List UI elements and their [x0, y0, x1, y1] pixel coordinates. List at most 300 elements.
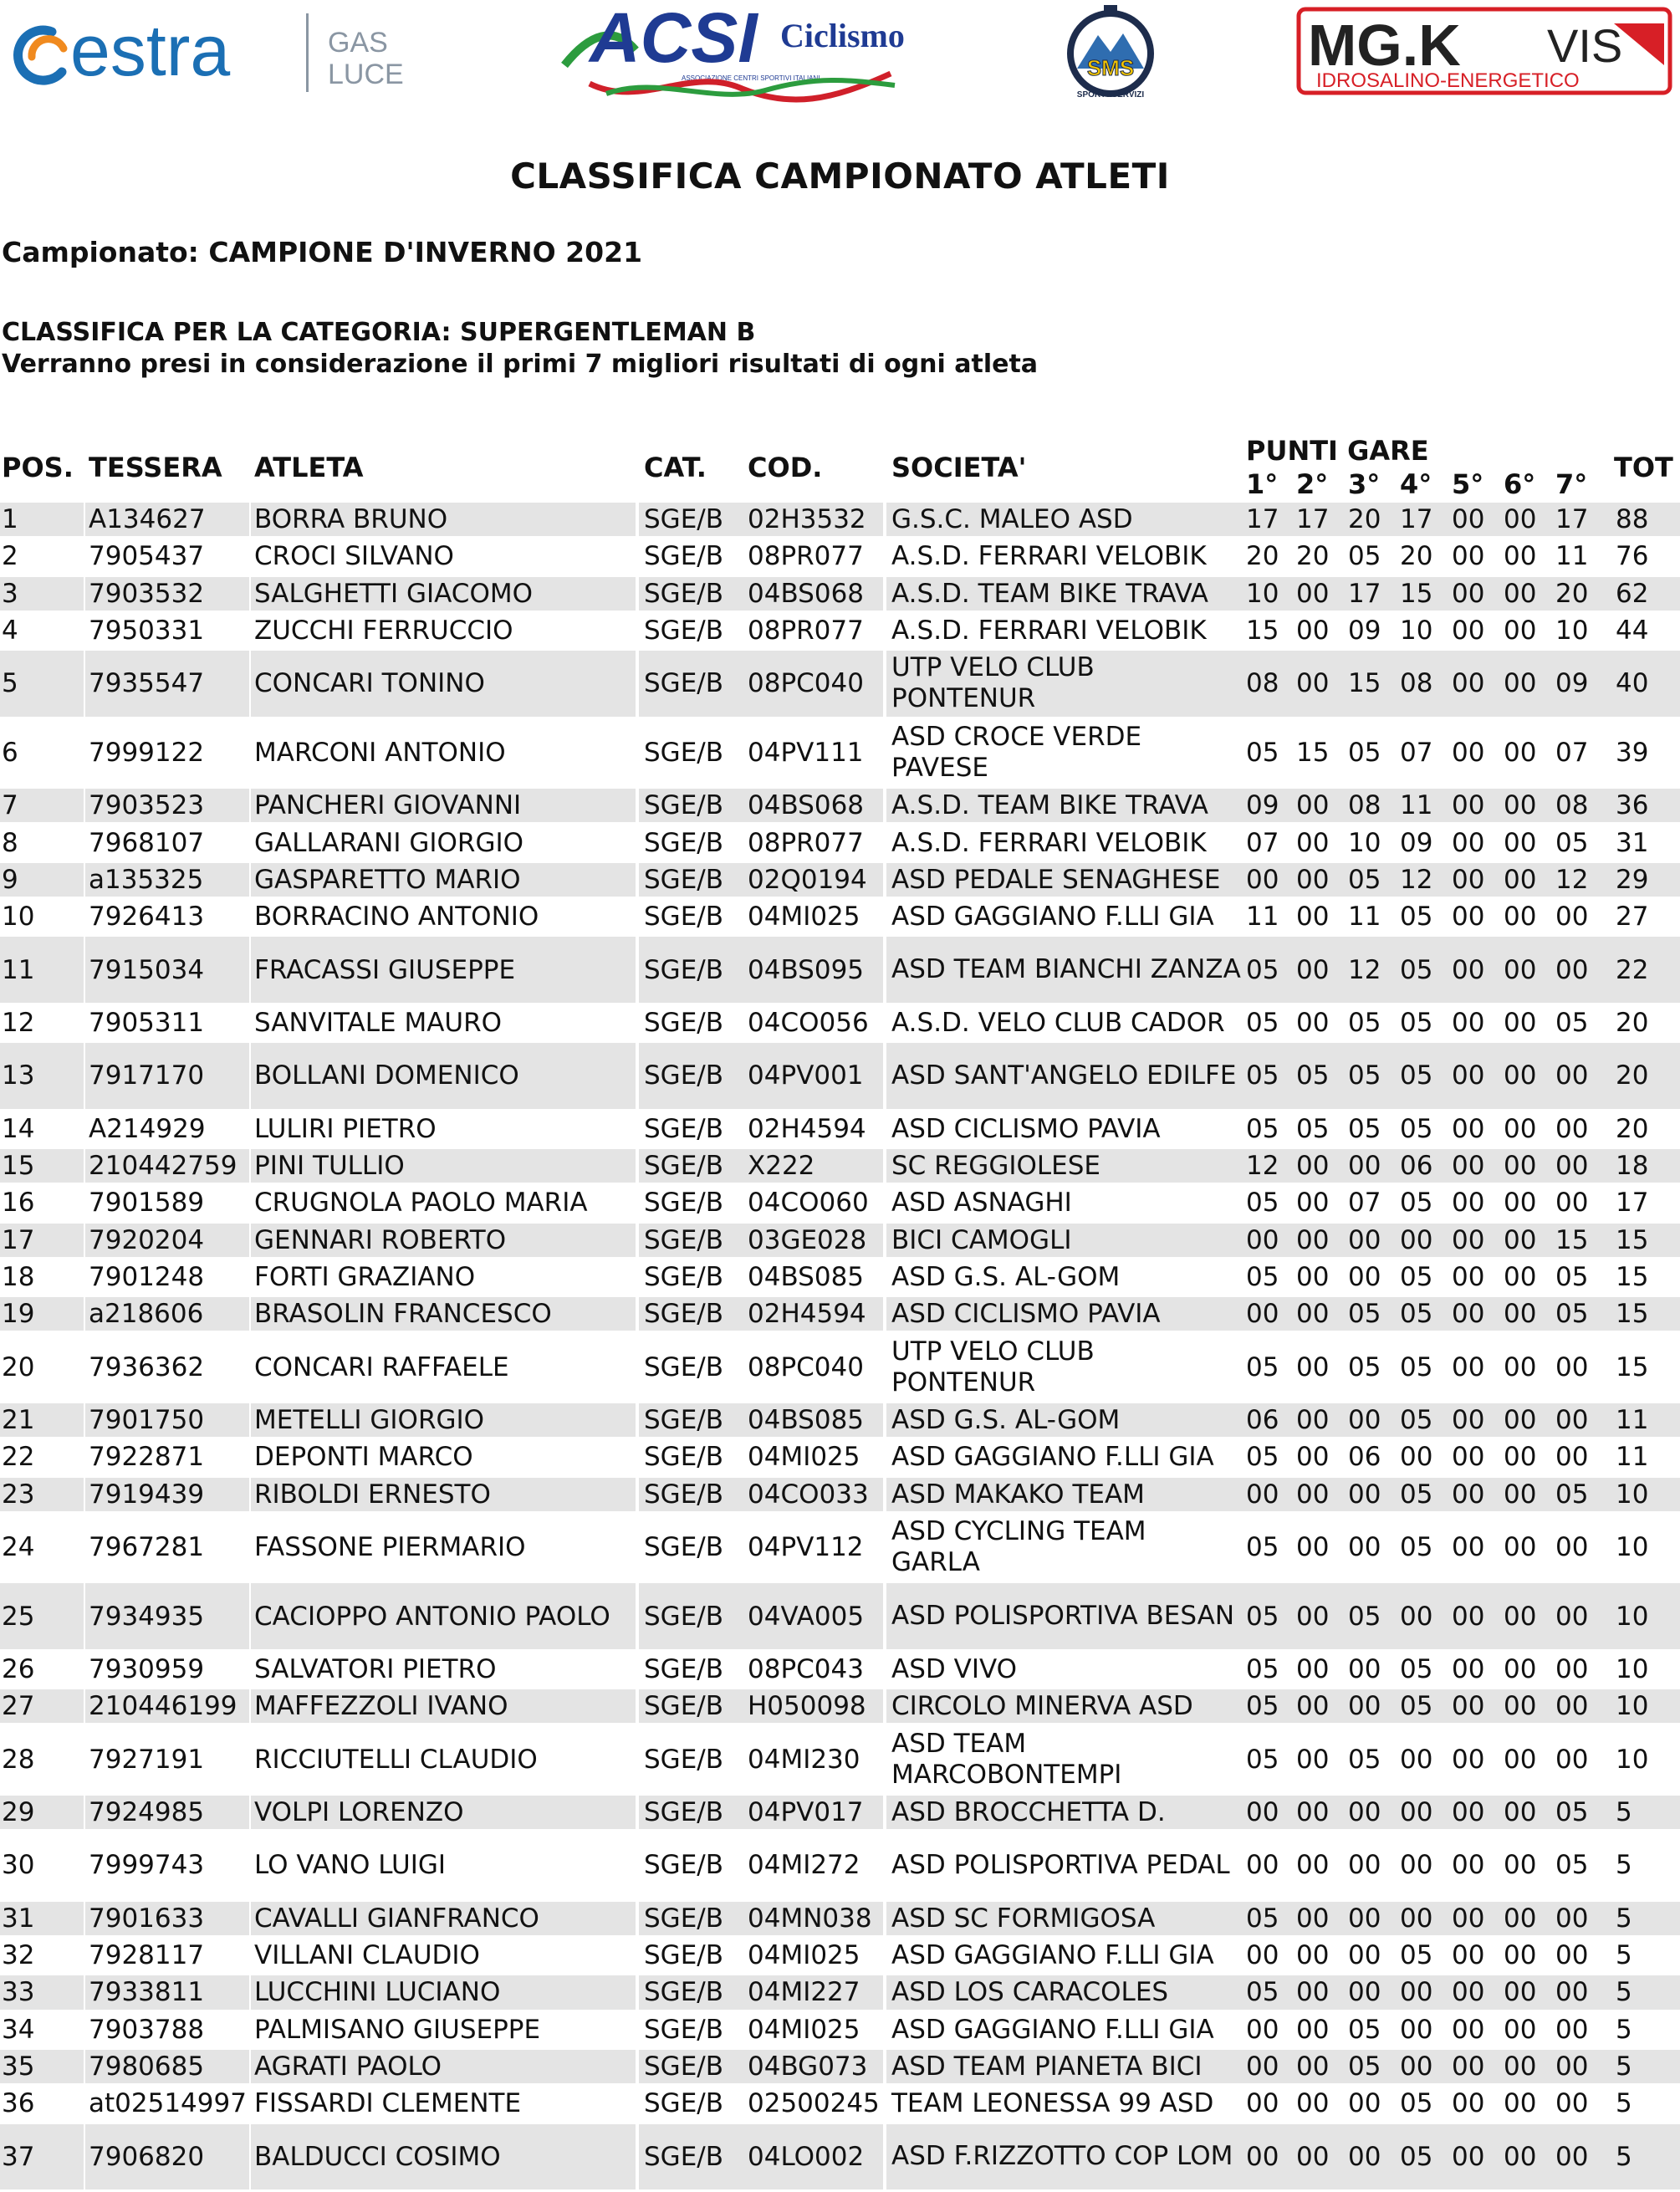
cell-cod: 04MI230 [748, 1744, 860, 1775]
cell-tot: 39 [1616, 737, 1649, 768]
cell-race-points [1243, 863, 1611, 897]
cell-tot: 44 [1616, 616, 1649, 646]
cell-cod: 02H4594 [744, 1297, 883, 1331]
cell-race-points [1243, 2013, 1611, 2046]
race-1-points: 00 [1246, 864, 1279, 895]
race-2-points: 05 [1296, 1113, 1330, 1144]
cell-tot: 5 [1611, 1902, 1680, 1935]
cell-societa: ASD VIVO [891, 1653, 1018, 1684]
race-2-points: 00 [1296, 668, 1330, 699]
race-7-points: 11 [1555, 541, 1589, 572]
race-2-points: 00 [1296, 1442, 1330, 1473]
race-6-points: 00 [1504, 1060, 1537, 1091]
race-1-points: 05 [1246, 1653, 1279, 1684]
race-3-points: 00 [1348, 2088, 1381, 2119]
race-4-points: 05 [1400, 902, 1433, 932]
cell-race-points [1243, 1583, 1611, 1649]
race-4-points: 00 [1400, 1442, 1433, 1473]
race-1-points: 08 [1246, 668, 1279, 699]
cell-cat: SGE/B [644, 1351, 723, 1382]
cell-cat: SGE/B [644, 616, 723, 646]
cell-cat: SGE/B [639, 1689, 744, 1723]
cell-societa: ASD G.S. AL-GOM [891, 1262, 1121, 1292]
cell-race-points [1243, 1043, 1611, 1109]
race-3-points: 17 [1348, 578, 1381, 609]
svg-text:SMS: SMS [1086, 55, 1135, 80]
cell-tot: 27 [1616, 902, 1649, 932]
cell-atleta: FASSONE PIERMARIO [254, 1532, 526, 1563]
table-row [0, 1260, 1680, 1296]
race-3-points: 08 [1348, 790, 1381, 821]
estra-logo [12, 8, 421, 100]
race-5-points: 00 [1452, 1060, 1485, 1091]
race-7-points: 00 [1555, 1442, 1589, 1473]
cell-tessera: 7999122 [89, 737, 205, 768]
header-race-1: 1° [1246, 468, 1279, 500]
race-5-points: 00 [1452, 790, 1485, 821]
race-5-points: 00 [1452, 1008, 1485, 1039]
race-4-points: 05 [1400, 1188, 1433, 1219]
race-3-points: 00 [1348, 1653, 1381, 1684]
race-4-points: 05 [1400, 1479, 1433, 1510]
race-6-points: 00 [1504, 737, 1537, 768]
race-7-points: 15 [1555, 1224, 1589, 1255]
race-1-points: 00 [1246, 1797, 1279, 1828]
race-3-points: 05 [1348, 1299, 1381, 1330]
cell-tot: 40 [1611, 651, 1680, 717]
cell-societa: ASD GAGGIANO F.LLI GIA [891, 1442, 1214, 1473]
cell-race-points [1243, 1478, 1611, 1511]
table-row [0, 899, 1680, 936]
cell-atleta: SALGHETTI GIACOMO [251, 577, 636, 611]
race-6-points: 00 [1504, 541, 1537, 572]
cell-pos: 24 [2, 1532, 35, 1563]
cell-cod: 04BS085 [744, 1403, 883, 1437]
cell-cat: SGE/B [644, 1442, 723, 1473]
cell-cod: 04LO002 [744, 2124, 883, 2190]
race-4-points: 06 [1400, 1151, 1433, 1182]
table-row [0, 719, 1680, 789]
race-4-points: 05 [1400, 1060, 1433, 1091]
cell-tessera: 210442759 [85, 1149, 249, 1183]
race-2-points: 00 [1296, 1977, 1330, 2008]
cell-cat: SGE/B [639, 1796, 744, 1829]
cell-atleta: GASPARETTO MARIO [251, 863, 636, 897]
race-5-points: 00 [1452, 827, 1485, 858]
cell-tessera: 7926413 [89, 902, 205, 932]
cell-race-points [1243, 1403, 1611, 1437]
race-4-points: 05 [1400, 1940, 1433, 1971]
cell-tot: 20 [1611, 1043, 1680, 1109]
race-5-points: 00 [1452, 1224, 1485, 1255]
cell-tot: 11 [1616, 1442, 1649, 1473]
cell-cat: SGE/B [639, 789, 744, 822]
cell-atleta: CROCI SILVANO [254, 541, 454, 572]
race-4-points: 00 [1400, 1903, 1433, 1934]
cell-tessera: 7922871 [89, 1442, 205, 1473]
race-7-points: 00 [1555, 1940, 1589, 1971]
svg-text:GAS: GAS [328, 27, 388, 59]
table-row [0, 1042, 1680, 1111]
cell-pos: 28 [2, 1744, 35, 1775]
cell-societa: A.S.D. FERRARI VELOBIK [891, 827, 1207, 858]
table-row [0, 1975, 1680, 2011]
race-2-points: 00 [1296, 1262, 1330, 1292]
cell-race-points [1243, 1515, 1611, 1581]
header-societa: SOCIETA' [891, 452, 1027, 483]
category-heading: CLASSIFICA PER LA CATEGORIA: SUPERGENTLEMAN B [2, 318, 756, 347]
race-4-points: 00 [1400, 1797, 1433, 1828]
ranking-table-body [0, 502, 1680, 2192]
race-3-points: 06 [1348, 1442, 1381, 1473]
cell-atleta: GENNARI ROBERTO [251, 1224, 636, 1257]
cell-tessera: at02514997 [89, 2088, 247, 2119]
race-7-points: 00 [1555, 1351, 1589, 1382]
race-3-points: 00 [1348, 1151, 1381, 1182]
cell-cat: SGE/B [644, 1653, 723, 1684]
header-tessera: TESSERA [89, 452, 222, 483]
cell-cod: 04VA005 [744, 1583, 883, 1649]
cell-tessera: 7980685 [85, 2050, 249, 2083]
cell-tot: 5 [1616, 1940, 1632, 1971]
cell-tessera: 7934935 [85, 1583, 249, 1649]
cell-atleta: RICCIUTELLI CLAUDIO [254, 1744, 538, 1775]
race-6-points: 00 [1504, 1691, 1537, 1722]
cell-societa: G.S.C. MALEO ASD [886, 503, 1243, 536]
race-2-points: 00 [1296, 578, 1330, 609]
cell-pos: 26 [2, 1653, 35, 1684]
race-3-points: 00 [1348, 1691, 1381, 1722]
race-3-points: 11 [1348, 902, 1381, 932]
cell-race-points [1243, 503, 1611, 536]
cell-cod: 04MI025 [748, 2014, 860, 2045]
cell-cat: SGE/B [644, 827, 723, 858]
cell-cat: SGE/B [644, 1113, 723, 1144]
race-1-points: 00 [1246, 1299, 1279, 1330]
race-5-points: 00 [1452, 1351, 1485, 1382]
cell-race-points [1243, 1260, 1611, 1294]
race-3-points: 00 [1348, 1479, 1381, 1510]
cell-tot: 15 [1616, 1351, 1649, 1382]
cell-tessera: 7920204 [85, 1224, 249, 1257]
table-row [0, 1111, 1680, 1148]
race-1-points: 12 [1246, 1151, 1279, 1182]
cell-atleta: CRUGNOLA PAOLO MARIA [254, 1188, 588, 1219]
cell-societa: ASD F.RIZZOTTO COP LOM [886, 2124, 1243, 2190]
cell-tessera: 7903788 [89, 2014, 205, 2045]
cell-atleta: CONCARI TONINO [251, 651, 636, 717]
race-4-points: 00 [1400, 1224, 1433, 1255]
race-5-points: 00 [1452, 1653, 1485, 1684]
race-6-points: 00 [1504, 902, 1537, 932]
cell-tessera: 7950331 [89, 616, 205, 646]
cell-race-points [1243, 1975, 1611, 2009]
cell-cat: SGE/B [639, 651, 744, 717]
cell-tessera: 7901633 [85, 1902, 249, 1935]
cell-societa: ASD GAGGIANO F.LLI GIA [891, 1940, 1214, 1971]
race-4-points: 05 [1400, 1299, 1433, 1330]
cell-societa: SC REGGIOLESE [886, 1149, 1243, 1183]
cell-cod: 08PC040 [748, 1351, 864, 1382]
race-2-points: 00 [1296, 1532, 1330, 1563]
acsi-logo [556, 0, 907, 105]
race-1-points: 00 [1246, 1850, 1279, 1881]
race-6-points: 00 [1504, 1151, 1537, 1182]
cell-tessera: A134627 [85, 503, 249, 536]
cell-societa: ASD BROCCHETTA D. [886, 1796, 1243, 1829]
race-4-points: 15 [1400, 578, 1433, 609]
cell-pos: 4 [2, 616, 18, 646]
race-5-points: 00 [1452, 1850, 1485, 1881]
race-1-points: 00 [1246, 1940, 1279, 1971]
cell-pos: 1 [0, 503, 84, 536]
cell-tessera: 7905311 [89, 1008, 205, 1039]
cell-race-points [1243, 1832, 1611, 1898]
cell-cod: 04MI272 [748, 1850, 860, 1881]
cell-tot: 76 [1616, 541, 1649, 572]
race-1-points: 09 [1246, 790, 1279, 821]
cell-tessera: a218606 [85, 1297, 249, 1331]
race-6-points: 00 [1504, 1299, 1537, 1330]
cell-tessera: 7901750 [85, 1403, 249, 1437]
cell-societa: ASD CICLISMO PAVIA [886, 1297, 1243, 1331]
cell-cat: SGE/B [644, 1850, 723, 1881]
race-6-points: 00 [1504, 1850, 1537, 1881]
cell-cat: SGE/B [639, 503, 744, 536]
cell-societa: A.S.D. TEAM BIKE TRAVA [886, 577, 1243, 611]
race-5-points: 00 [1452, 1188, 1485, 1219]
cell-atleta: SALVATORI PIETRO [254, 1653, 497, 1684]
cell-atleta: BOLLANI DOMENICO [251, 1043, 636, 1109]
cell-atleta: ZUCCHI FERRUCCIO [254, 616, 513, 646]
cell-cod: 04MI227 [744, 1975, 883, 2009]
cell-atleta: MAFFEZZOLI IVANO [251, 1689, 636, 1723]
cell-cat: SGE/B [644, 1188, 723, 1219]
race-5-points: 00 [1452, 1977, 1485, 2008]
race-3-points: 00 [1348, 1224, 1381, 1255]
cell-pos: 36 [2, 2088, 35, 2119]
cell-societa: ASD POLISPORTIVA BESAN [886, 1583, 1243, 1649]
table-row [0, 1439, 1680, 1476]
race-1-points: 05 [1246, 1262, 1279, 1292]
race-1-points: 05 [1246, 954, 1279, 985]
cell-tot: 5 [1616, 2088, 1632, 2119]
race-6-points: 00 [1504, 1744, 1537, 1775]
table-row [0, 1582, 1680, 1652]
cell-tessera: 7999743 [89, 1850, 205, 1881]
cell-atleta: FRACASSI GIUSEPPE [251, 937, 636, 1003]
race-3-points: 05 [1348, 1060, 1381, 1091]
cell-societa: ASD MAKAKO TEAM [886, 1478, 1243, 1511]
race-1-points: 10 [1246, 578, 1279, 609]
cell-atleta: AGRATI PAOLO [251, 2050, 636, 2083]
race-3-points: 05 [1348, 737, 1381, 768]
cell-societa: ASD CYCLING TEAM GARLA [891, 1516, 1146, 1578]
cell-tessera: 7905437 [89, 541, 205, 572]
cell-cat: SGE/B [639, 1478, 744, 1511]
cell-cat: SGE/B [644, 2088, 723, 2119]
table-row [0, 1148, 1680, 1185]
race-4-points: 05 [1400, 1691, 1433, 1722]
race-6-points: 00 [1504, 1442, 1537, 1473]
svg-text:VIS: VIS [1547, 19, 1623, 72]
cell-cod: 04MI025 [748, 902, 860, 932]
cell-atleta: BORRA BRUNO [251, 503, 636, 536]
race-2-points: 00 [1296, 616, 1330, 646]
race-2-points: 00 [1296, 1601, 1330, 1632]
cell-tessera: 7968107 [89, 827, 205, 858]
table-row [0, 1403, 1680, 1439]
table-row [0, 1689, 1680, 1725]
cell-race-points [1243, 825, 1611, 859]
race-7-points: 12 [1555, 864, 1589, 895]
cell-tot: 15 [1611, 1297, 1680, 1331]
svg-text:LUCE: LUCE [328, 59, 404, 90]
cell-tot: 10 [1616, 1532, 1649, 1563]
cell-atleta: MARCONI ANTONIO [254, 737, 506, 768]
cell-pos: 15 [0, 1149, 84, 1183]
cell-pos: 31 [0, 1902, 84, 1935]
cell-cod: 02H3532 [744, 503, 883, 536]
cell-race-points [1243, 1902, 1611, 1935]
cell-cod: 08PR077 [748, 541, 864, 572]
race-4-points: 10 [1400, 616, 1433, 646]
cell-cat: SGE/B [639, 2050, 744, 2083]
cell-pos: 6 [2, 737, 18, 768]
race-5-points: 00 [1452, 1151, 1485, 1182]
race-4-points: 00 [1400, 1601, 1433, 1632]
cell-cod: 04MI025 [748, 1442, 860, 1473]
race-6-points: 00 [1504, 1601, 1537, 1632]
cell-atleta: RIBOLDI ERNESTO [251, 1478, 636, 1511]
race-7-points: 00 [1555, 1691, 1589, 1722]
cell-cod: 04MN038 [744, 1902, 883, 1935]
race-6-points: 00 [1504, 790, 1537, 821]
cell-cod: 04PV112 [748, 1532, 864, 1563]
race-1-points: 00 [1246, 1224, 1279, 1255]
cell-cod: 04BS068 [744, 789, 883, 822]
table-row [0, 539, 1680, 575]
table-row [0, 2049, 1680, 2086]
table-row [0, 2012, 1680, 2049]
header-punti-gare: PUNTI GARE [1246, 435, 1429, 467]
race-7-points: 05 [1555, 1797, 1589, 1828]
cell-cod: 04PV111 [748, 737, 864, 768]
cell-societa: ASD SC FORMIGOSA [886, 1902, 1243, 1935]
race-1-points: 05 [1246, 1601, 1279, 1632]
cell-pos: 3 [0, 577, 84, 611]
cell-pos: 25 [0, 1583, 84, 1649]
race-7-points: 00 [1555, 954, 1589, 985]
race-2-points: 00 [1296, 902, 1330, 932]
cell-pos: 33 [0, 1975, 84, 2009]
race-1-points: 05 [1246, 1691, 1279, 1722]
cell-tessera: 210446199 [85, 1689, 249, 1723]
race-2-points: 00 [1296, 1008, 1330, 1039]
race-5-points: 00 [1452, 737, 1485, 768]
cell-pos: 11 [0, 937, 84, 1003]
race-5-points: 00 [1452, 1744, 1485, 1775]
race-2-points: 00 [1296, 1940, 1330, 1971]
cell-tessera: 7903532 [85, 577, 249, 611]
cell-cod: 08PC043 [748, 1653, 864, 1684]
race-2-points: 00 [1296, 1299, 1330, 1330]
race-4-points: 05 [1400, 2141, 1433, 2172]
cell-tot: 10 [1611, 1583, 1680, 1649]
cell-cat: SGE/B [639, 1403, 744, 1437]
cell-tot: 10 [1611, 1689, 1680, 1723]
race-7-points: 17 [1555, 504, 1589, 535]
cell-atleta: PALMISANO GIUSEPPE [254, 2014, 541, 2045]
race-4-points: 00 [1400, 2051, 1433, 2082]
race-5-points: 00 [1452, 864, 1485, 895]
cell-cat: SGE/B [639, 577, 744, 611]
cell-race-points [1243, 1224, 1611, 1257]
race-7-points: 09 [1555, 668, 1589, 699]
header-cod: COD. [748, 452, 823, 483]
cell-tessera: 7967281 [89, 1532, 205, 1563]
cell-societa: A.S.D. FERRARI VELOBIK [891, 616, 1207, 646]
cell-pos: 21 [0, 1403, 84, 1437]
cell-atleta: VILLANI CLAUDIO [254, 1940, 480, 1971]
race-2-points: 00 [1296, 2088, 1330, 2119]
sponsor-logos [0, 0, 1680, 109]
cell-societa: BICI CAMOGLI [886, 1224, 1243, 1257]
race-5-points: 00 [1452, 668, 1485, 699]
cell-tessera: 7903523 [85, 789, 249, 822]
race-5-points: 00 [1452, 1442, 1485, 1473]
cell-pos: 27 [0, 1689, 84, 1723]
race-3-points: 07 [1348, 1188, 1381, 1219]
cell-tessera: 7933811 [85, 1975, 249, 2009]
cell-tot: 5 [1616, 1850, 1632, 1881]
cell-societa: CIRCOLO MINERVA ASD [886, 1689, 1243, 1723]
cell-atleta: SANVITALE MAURO [254, 1008, 503, 1039]
cell-pos: 9 [0, 863, 84, 897]
race-6-points: 00 [1504, 1113, 1537, 1144]
cell-societa: ASD ASNAGHI [891, 1188, 1072, 1219]
race-4-points: 17 [1400, 504, 1433, 535]
race-5-points: 00 [1452, 1479, 1485, 1510]
race-7-points: 05 [1555, 1262, 1589, 1292]
cell-pos: 23 [0, 1478, 84, 1511]
cell-race-points [1243, 614, 1611, 647]
race-4-points: 11 [1400, 790, 1433, 821]
race-2-points: 20 [1296, 541, 1330, 572]
table-row [0, 1652, 1680, 1689]
race-4-points: 05 [1400, 1262, 1433, 1292]
race-3-points: 00 [1348, 1850, 1381, 1881]
cell-atleta: LUCCHINI LUCIANO [251, 1975, 636, 2009]
cell-tot: 5 [1611, 2050, 1680, 2083]
table-row [0, 788, 1680, 825]
table-row [0, 502, 1680, 539]
table-row [0, 1223, 1680, 1260]
cell-cat: SGE/B [644, 541, 723, 572]
race-1-points: 05 [1246, 1188, 1279, 1219]
race-6-points: 00 [1504, 1008, 1537, 1039]
race-4-points: 05 [1400, 2088, 1433, 2119]
cell-race-points [1243, 1006, 1611, 1040]
table-row [0, 2086, 1680, 2123]
race-2-points: 00 [1296, 954, 1330, 985]
page-title: CLASSIFICA CAMPIONATO ATLETI [510, 156, 1170, 197]
race-6-points: 00 [1504, 1653, 1537, 1684]
race-1-points: 05 [1246, 1977, 1279, 2008]
race-6-points: 00 [1504, 2014, 1537, 2045]
cell-race-points [1243, 1653, 1611, 1686]
cell-cat: SGE/B [639, 937, 744, 1003]
